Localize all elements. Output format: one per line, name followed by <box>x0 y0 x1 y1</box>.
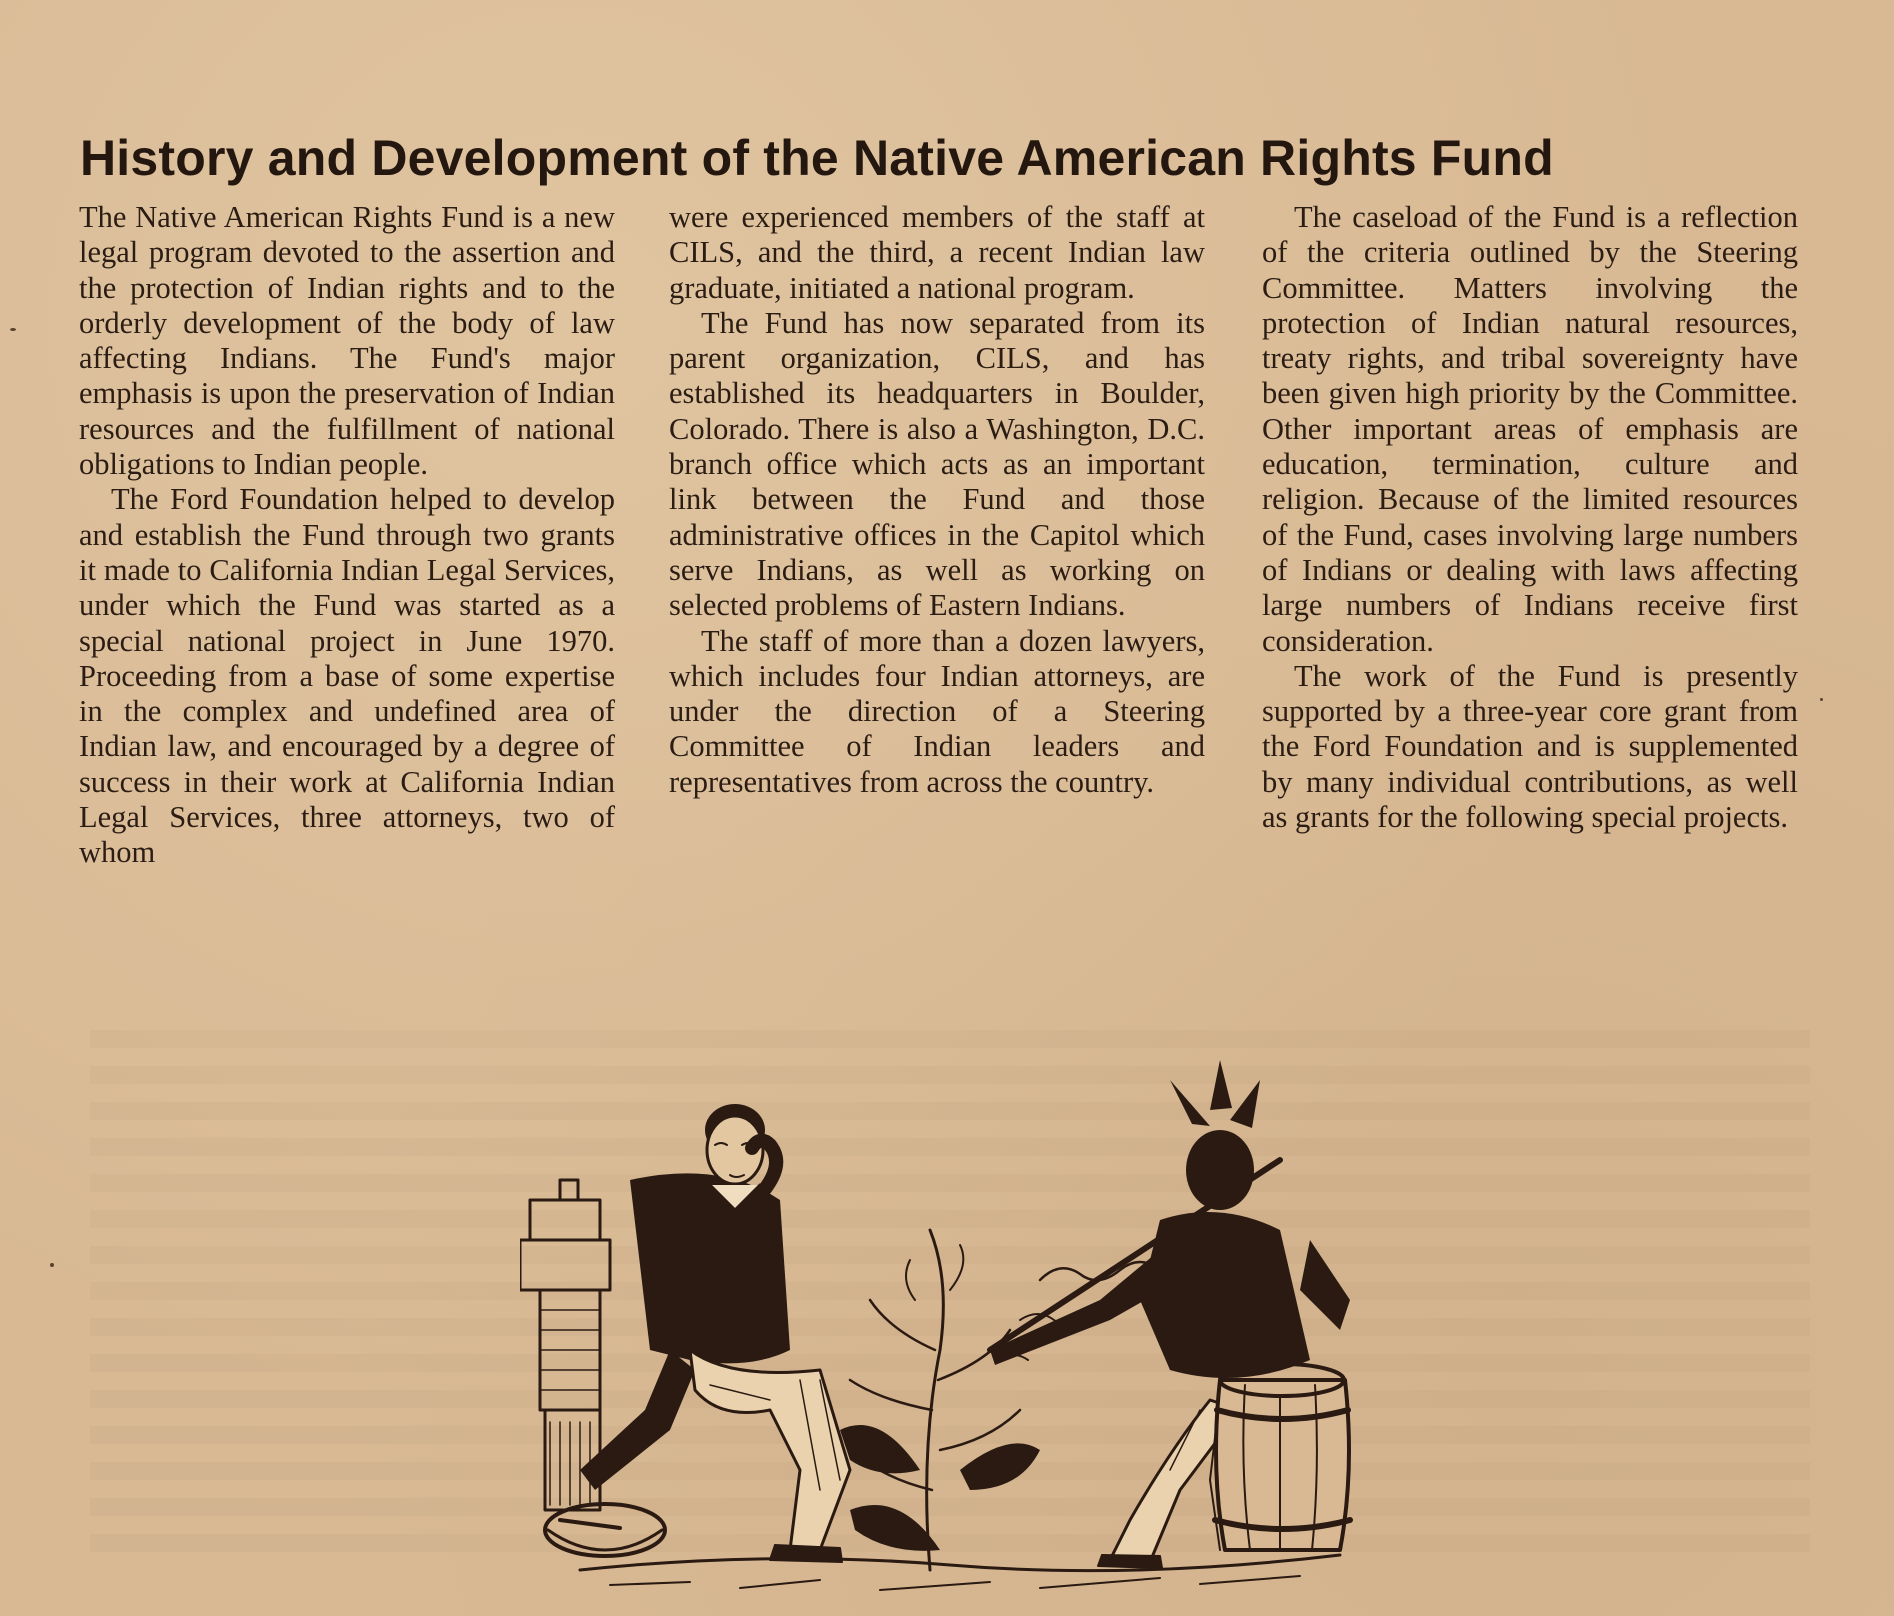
engraving-settler-and-native-smoking-pipe-icon <box>520 1050 1380 1610</box>
paragraph: The Ford Foundation helped to develop and establish the Fund through two grants it made to California Indian Legal Services, under which the Fund was started as a special national project in June 1970. Proceeding from a base of some expertise in the complex and undefined area of Indian law, and encouraged by a degree of success in their work at California Indian Legal Services, three attorneys, two of whom <box>79 482 615 870</box>
paragraph: were experienced members of the staff at CILS, and the third, a recent Indian law graduate, initiated a national program. <box>669 200 1205 305</box>
paragraph: The Fund has now separated from its parent organization, CILS, and has established its headquarters in Boulder, Colorado. There is also a Washington, D.C. branch office which acts as an important link between the Fund and those administrative offices in the Capitol which serve Indians, as well as working on selected problems of Eastern Indians. <box>669 305 1205 623</box>
article-title: History and Development of the Native American Rights Fund <box>80 130 1554 186</box>
text-column-2 <box>669 200 1205 800</box>
paragraph: The work of the Fund is presently supported by a three-year core grant from the Ford Foundation and is supplemented by many individual contributions, as well as grants for the following special projects. <box>1262 658 1798 835</box>
text-column-1 <box>79 200 615 871</box>
paper-speck <box>50 1263 54 1267</box>
paragraph: The Native American Rights Fund is a new legal program devoted to the assertion and the protection of Indian rights and to the orderly development of the body of law affecting Indians. The Fund's major emphasis is upon the preservation of Indian resources and the fulfillment of national obligations to Indian people. <box>79 200 615 482</box>
paper-speck <box>10 328 16 331</box>
paper-speck <box>1820 698 1823 701</box>
paragraph: The caseload of the Fund is a reflection of the criteria outlined by the Steering Committee. Matters involving the protection of Indian natural resources, treaty rights, and tribal sovereignty have been given high priority by the Committee. Other important areas of emphasis are education, termination, culture and religion. Because of the limited resources of the Fund, cases involving large numbers of Indians or dealing with laws affecting large numbers of Indians receive first consideration. <box>1262 200 1798 658</box>
paragraph: The staff of more than a dozen lawyers, which includes four Indian attorneys, are under the direction of a Steering Committee of Indian leaders and representatives from across the country. <box>669 623 1205 799</box>
text-column-3 <box>1262 200 1798 835</box>
